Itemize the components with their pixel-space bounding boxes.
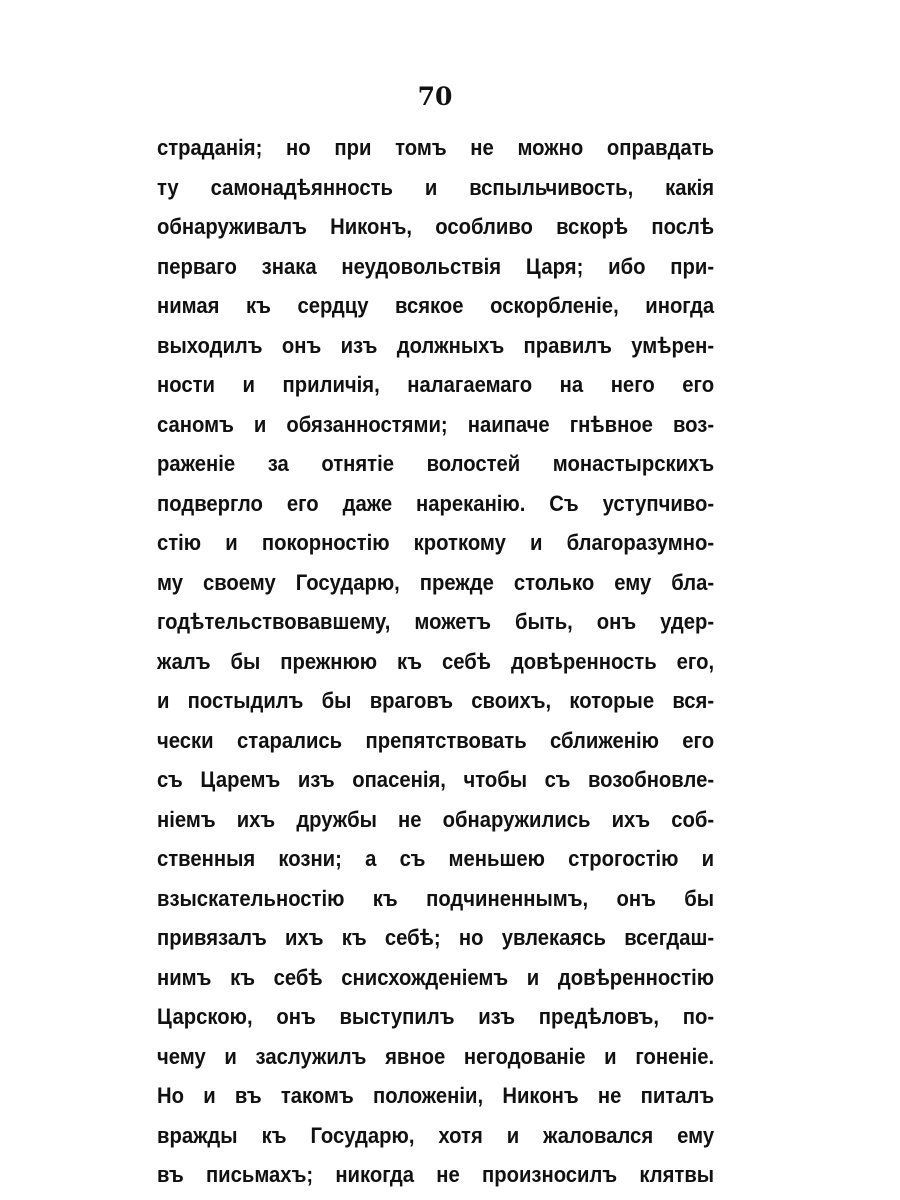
text-line: нимъ къ себѣ снисхожденіемъ и довѣренностію	[157, 964, 715, 990]
text-line: и постыдилъ бы враговъ своихъ, которые вся-	[157, 688, 715, 713]
text-line: въ письмахъ; никогда не произносилъ клятвы	[157, 1162, 715, 1187]
text-line: жалъ бы прежнюю къ себѣ довѣренность его,	[157, 648, 715, 674]
text-line: ту самонадѣянность и вспыльчивость, какія	[157, 174, 715, 200]
text-line: ности и приличія, налагаемаго на него его	[157, 372, 715, 397]
text-line: съ Царемъ изъ опасенія, чтобы съ возобновле-	[157, 767, 715, 792]
text-line: подвергло его даже нареканію. Съ уступчиво-	[157, 490, 715, 516]
text-line: страданія; но при томъ не можно оправдать	[157, 135, 715, 160]
text-line: годѣтельствовавшему, можетъ быть, онъ удер-	[157, 609, 715, 634]
text-line: выходилъ онъ изъ должныхъ правилъ умѣрен-	[157, 332, 715, 358]
text-line: взыскательностію къ подчиненнымъ, онъ бы	[157, 885, 715, 911]
text-line: нимая къ сердцу всякое оскорбленіе, иногда	[157, 293, 715, 318]
text-line: вражды къ Государю, хотя и жаловался ему	[157, 1122, 715, 1148]
text-line: ственныя козни; а съ меньшею строгостію и	[157, 846, 715, 871]
text-line: привязалъ ихъ къ себѣ; но увлекаясь всегдаш-	[157, 925, 715, 950]
text-line: му своему Государю, прежде столько ему бла-	[157, 569, 715, 595]
text-line: чему и заслужилъ явное негодованіе и гоненіе.	[157, 1043, 715, 1069]
text-line: перваго знака неудовольствія Царя; ибо при-	[157, 253, 715, 279]
text-line: Но и въ такомъ положеніи, Никонъ не питалъ	[157, 1083, 715, 1108]
body-text	[157, 128, 714, 1195]
text-line: саномъ и обязанностями; наипаче гнѣвное воз-	[157, 411, 715, 437]
text-line: чески старались препятствовать сближенію его	[157, 727, 715, 753]
text-line: раженіе за отнятіе волостей монастырскихъ	[157, 451, 715, 476]
text-line: Царскою, онъ выступилъ изъ предѣловъ, по-	[157, 1004, 715, 1029]
page-number: 70	[417, 82, 453, 111]
text-line: ніемъ ихъ дружбы не обнаружились ихъ соб-	[157, 806, 715, 832]
text-line: стію и покорностію кроткому и благоразумно-	[157, 530, 715, 555]
text-line: обнаруживалъ Никонъ, особливо вскорѣ послѣ	[157, 214, 715, 239]
